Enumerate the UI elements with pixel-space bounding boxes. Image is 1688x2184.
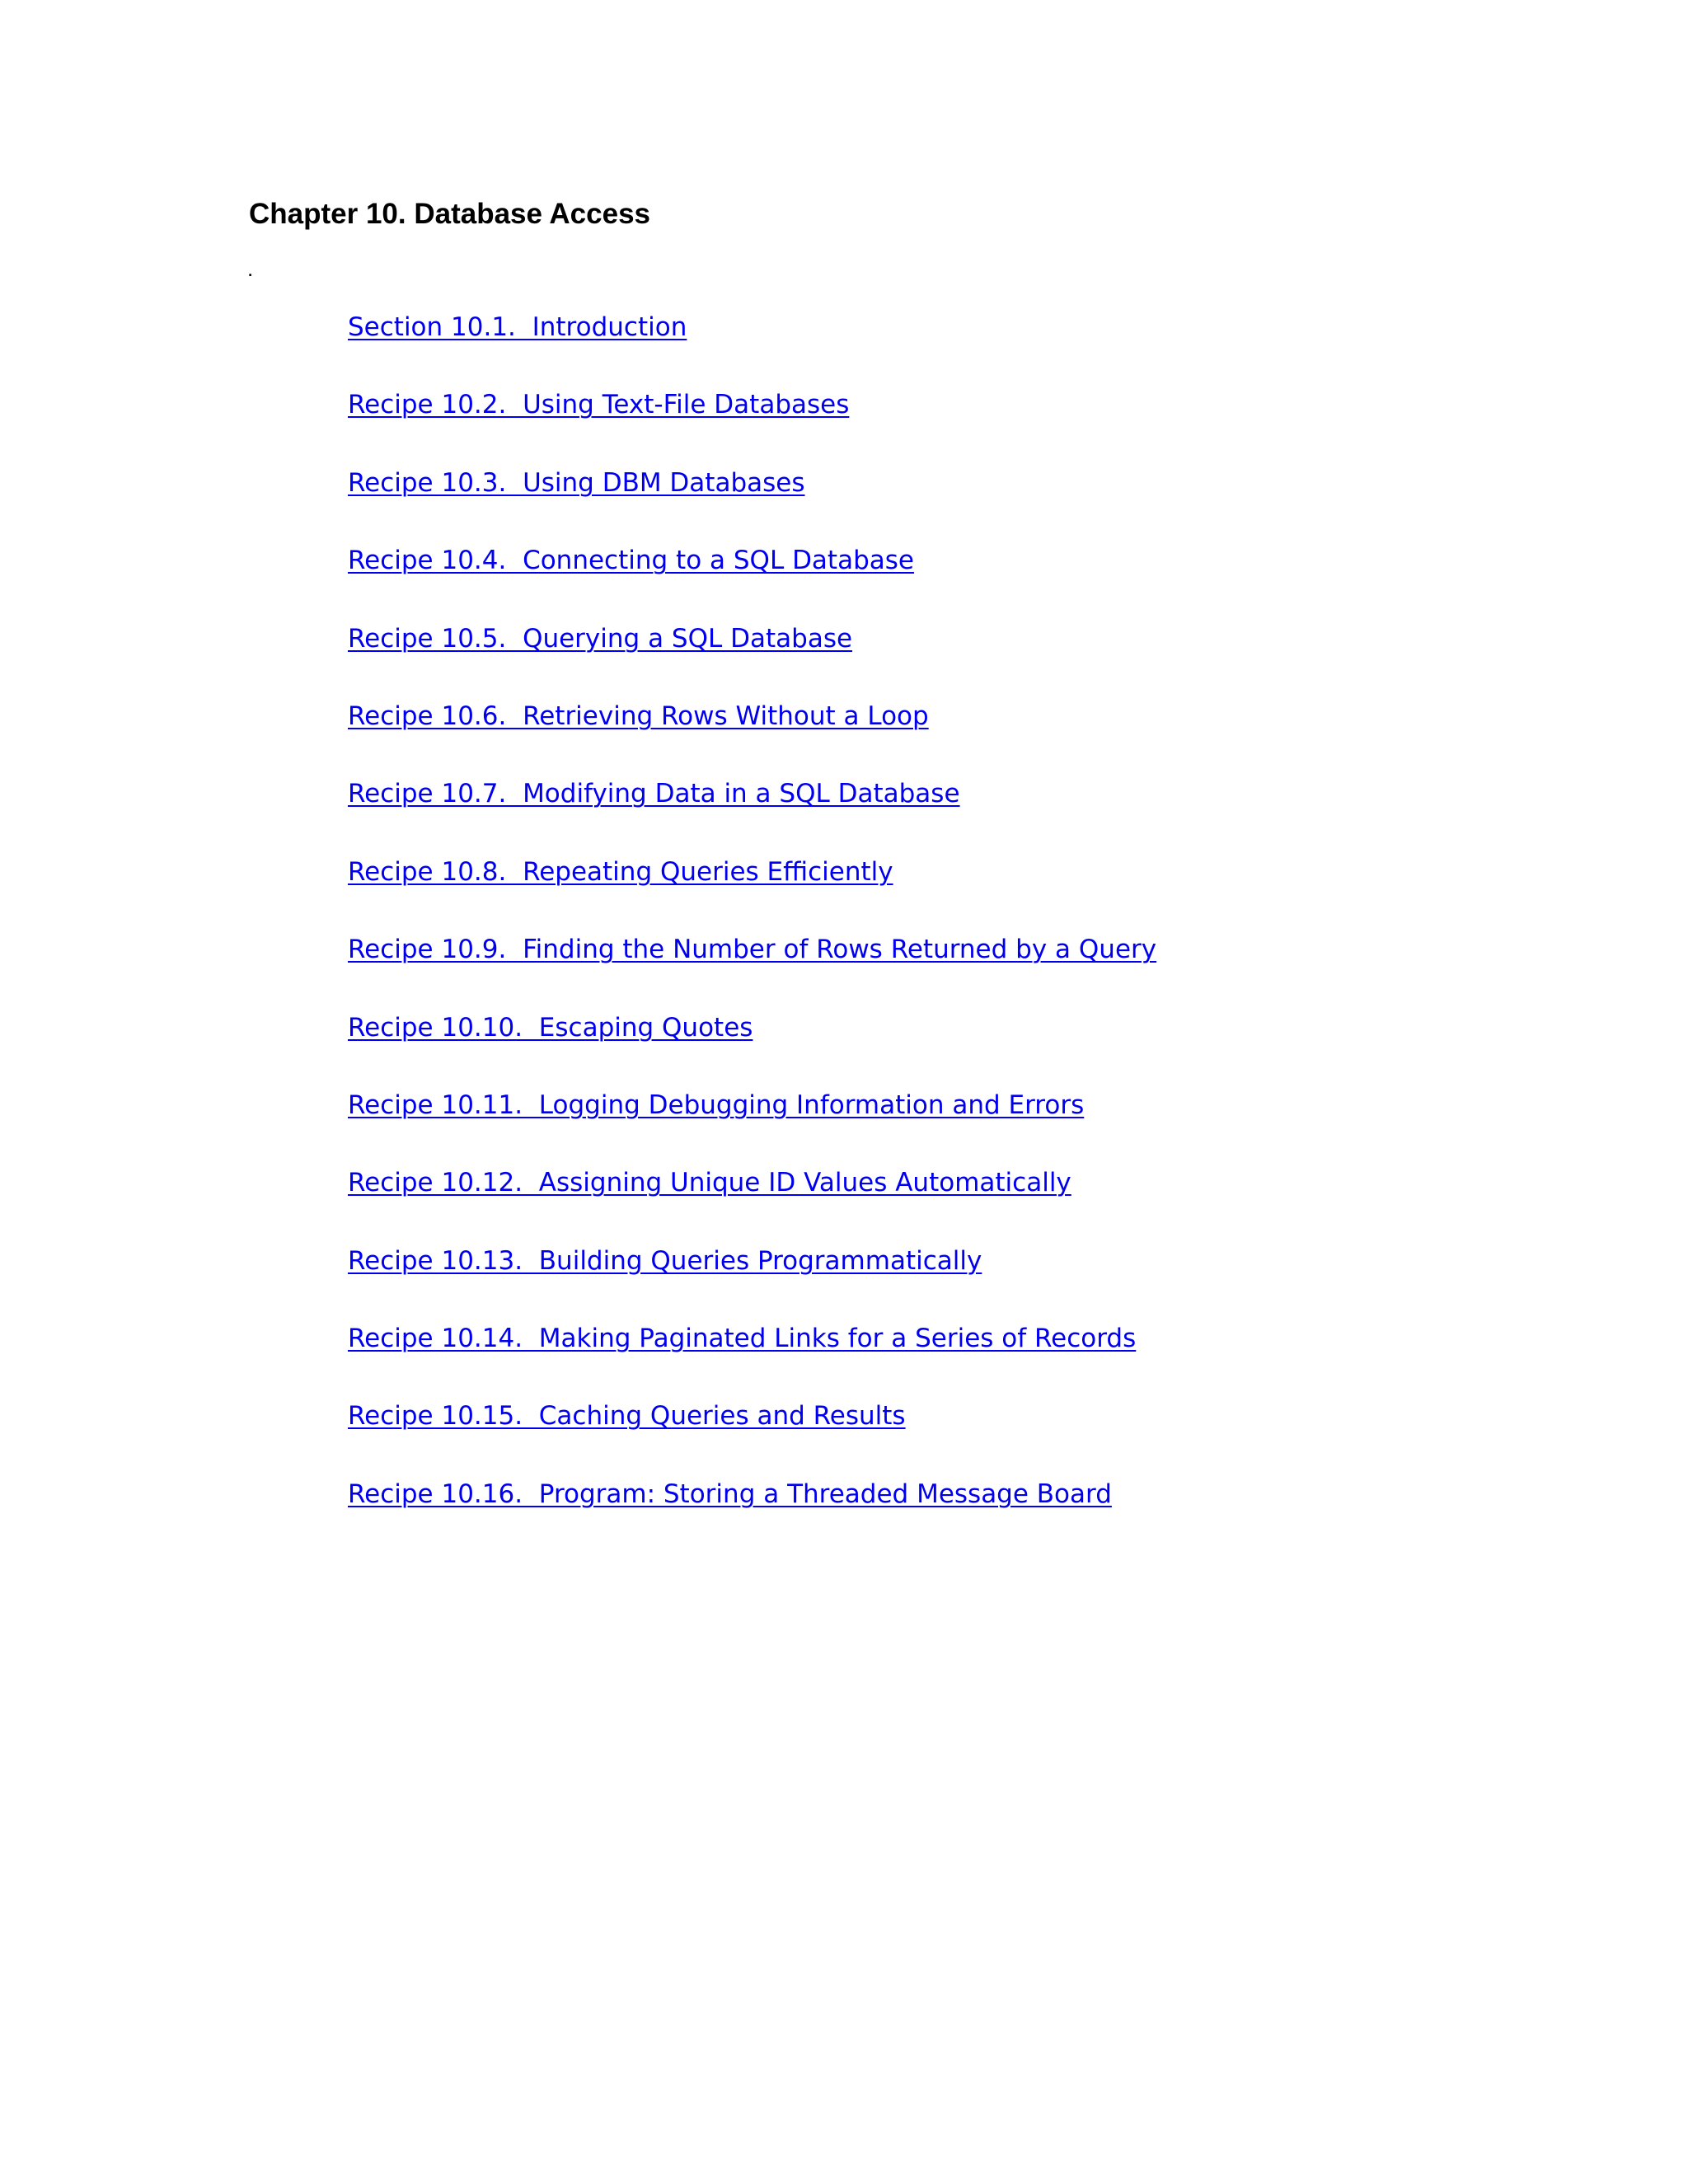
toc-item bbox=[348, 1395, 1156, 1473]
toc-link-recipe-10-15[interactable]: Recipe 10.15. Caching Queries and Results bbox=[348, 1401, 906, 1432]
toc-link-recipe-10-14[interactable]: Recipe 10.14. Making Paginated Links for a Series of Records bbox=[348, 1324, 1137, 1354]
toc-item bbox=[348, 696, 1156, 773]
toc-item bbox=[348, 1085, 1156, 1162]
toc-link-recipe-10-5[interactable]: Recipe 10.5. Querying a SQL Database bbox=[348, 623, 853, 654]
toc-link-recipe-10-12[interactable]: Recipe 10.12. Assigning Unique ID Values Automatically bbox=[348, 1168, 1071, 1198]
toc-item bbox=[348, 384, 1156, 462]
toc-item bbox=[348, 1318, 1156, 1395]
toc-item bbox=[348, 1240, 1156, 1318]
toc-link-recipe-10-13[interactable]: Recipe 10.13. Building Queries Programmatically bbox=[348, 1245, 982, 1276]
toc-link-recipe-10-11[interactable]: Recipe 10.11. Logging Debugging Information and Errors bbox=[348, 1090, 1085, 1120]
toc-link-recipe-10-10[interactable]: Recipe 10.10. Escaping Quotes bbox=[348, 1012, 753, 1043]
toc-item bbox=[348, 1162, 1156, 1240]
toc-item bbox=[348, 307, 1156, 384]
toc-item bbox=[348, 773, 1156, 851]
toc-link-recipe-10-8[interactable]: Recipe 10.8. Repeating Queries Efficiently bbox=[348, 856, 893, 887]
toc-item bbox=[348, 1474, 1156, 1551]
toc-link-recipe-10-16[interactable]: Recipe 10.16. Program: Storing a Threaded Message Board bbox=[348, 1479, 1112, 1509]
toc-link-recipe-10-3[interactable]: Recipe 10.3. Using DBM Databases bbox=[348, 467, 805, 498]
toc-link-section-10-1[interactable]: Section 10.1. Introduction bbox=[348, 312, 687, 342]
toc-link-recipe-10-7[interactable]: Recipe 10.7. Modifying Data in a SQL Database bbox=[348, 779, 960, 809]
toc-item bbox=[348, 929, 1156, 1006]
toc-item bbox=[348, 618, 1156, 696]
toc-item bbox=[348, 540, 1156, 617]
dot-mark: . bbox=[247, 256, 254, 281]
toc-link-recipe-10-4[interactable]: Recipe 10.4. Connecting to a SQL Database bbox=[348, 546, 914, 576]
toc-link-recipe-10-2[interactable]: Recipe 10.2. Using Text-File Databases bbox=[348, 390, 850, 420]
table-of-contents bbox=[348, 307, 1156, 1551]
chapter-title: Chapter 10. Database Access bbox=[249, 198, 651, 230]
toc-item bbox=[348, 851, 1156, 929]
toc-item bbox=[348, 1007, 1156, 1085]
toc-link-recipe-10-6[interactable]: Recipe 10.6. Retrieving Rows Without a Loop bbox=[348, 701, 929, 731]
toc-link-recipe-10-9[interactable]: Recipe 10.9. Finding the Number of Rows Returned by a Query bbox=[348, 935, 1157, 965]
toc-item bbox=[348, 462, 1156, 540]
